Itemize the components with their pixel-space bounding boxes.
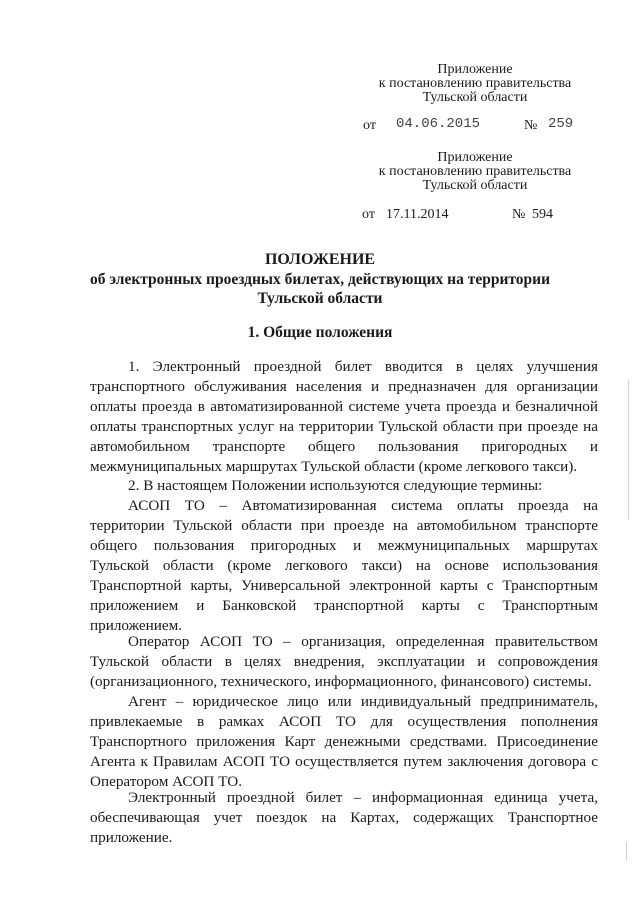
from-label: от: [362, 207, 375, 222]
paragraph-1: [90, 357, 598, 477]
number-sign: №: [524, 118, 538, 133]
paragraph-2: [90, 476, 598, 496]
section-heading: 1. Общие положения: [247, 324, 393, 341]
text-line: 2. В настоящем Положении используются следующие термины:: [128, 477, 543, 494]
text-line: АСОП ТО – Автоматизированная система оплаты проезда на: [128, 497, 598, 514]
text-line: обеспечивающая учет поездок на Картах, содержащих Транспортное: [90, 809, 598, 826]
text-line: приложение.: [90, 829, 173, 846]
text-line: Оператор АСОП ТО – организация, определенная правительством: [128, 633, 598, 650]
text-line: территории Тульской области при проезде на автомобильном транспорте: [90, 517, 598, 534]
text-line: Оператором АСОП ТО.: [90, 773, 243, 790]
text-line: Тульской области в целях внедрения, эксплуатации и сопровождения: [90, 653, 598, 670]
text-line: приложением и Банковской транспортной карты с Транспортным: [90, 597, 598, 614]
paragraph-term-operator: [90, 632, 598, 692]
appendix-region-text: Тульской области: [422, 90, 528, 105]
title-subtitle-line1: об электронных проездных билетах, действующих на территории: [89, 271, 551, 288]
appendix-decree-text: к постановлению правительства: [378, 76, 572, 91]
text-line: оплаты проезда в автоматизированной системе учета проезда и безналичной: [90, 398, 598, 415]
paragraph-term-agent: [90, 692, 598, 792]
text-line: Тульской области (кроме легкового такси) на основе использования: [90, 557, 598, 574]
decree-number: 594: [532, 207, 553, 222]
from-label: от: [363, 118, 376, 133]
decree-date: 17.11.2014: [386, 207, 449, 222]
number-sign: №: [512, 207, 526, 222]
appendix-label: Приложение: [437, 150, 513, 165]
scan-artifact: [626, 842, 627, 860]
text-line: 1. Электронный проездной билет вводится в целях улучшения: [128, 358, 598, 375]
text-line: общего пользования пригородных и межмуниципальных маршрутах: [90, 537, 598, 554]
scan-artifact: [628, 380, 629, 520]
text-line: Транспортного приложения Карт денежными средствами. Присоединение: [90, 733, 598, 750]
text-line: автомобильном транспорте общего пользования пригородных и: [90, 438, 598, 455]
decree-number: 259: [548, 116, 574, 132]
text-line: Электронный проездной билет – информационная единица учета,: [128, 789, 598, 806]
appendix-label: Приложение: [437, 62, 513, 77]
text-line: транспортного обслуживания населения и предназначен для организации: [90, 378, 598, 395]
text-line: (организационного, технического, информационного, финансового) системы.: [90, 673, 592, 690]
paragraph-term-ticket: [90, 788, 598, 848]
text-line: Транспортной карты, Универсальной электронной карты с Транспортным: [90, 577, 598, 594]
decree-date: 04.06.2015: [396, 116, 481, 132]
paragraph-term-asop: [90, 496, 598, 636]
text-line: оплаты транспортных услуг на территории Тульской области при проезде на: [90, 418, 598, 435]
appendix-region-text: Тульской области: [422, 178, 528, 193]
text-line: Агент – юридическое лицо или индивидуальный предприниматель,: [128, 693, 598, 710]
text-line: привлекаемые в рамках АСОП ТО для осуществления пополнения: [90, 713, 598, 730]
text-line: Агента к Правилам АСОП ТО осуществляется путем заключения договора с: [90, 753, 598, 770]
text-line: приложением.: [90, 617, 183, 634]
title-subtitle-line2: Тульской области: [257, 290, 383, 307]
appendix-decree-text: к постановлению правительства: [378, 164, 572, 179]
text-line: межмуниципальных маршрутах Тульской области (кроме легкового такси).: [90, 458, 578, 475]
title-main: ПОЛОЖЕНИЕ: [264, 251, 376, 268]
